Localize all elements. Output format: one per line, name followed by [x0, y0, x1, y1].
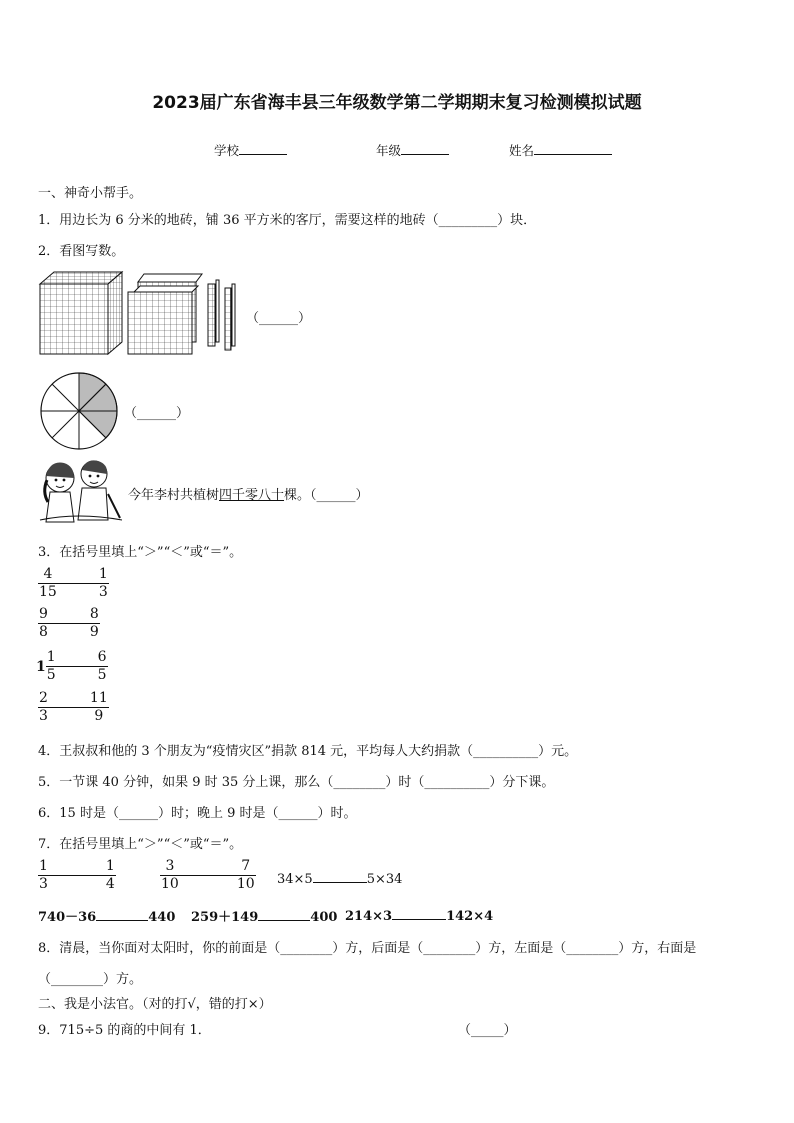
expr-right: 5×34 [366, 872, 403, 887]
expr-left: 740－36 [38, 910, 97, 925]
question-8-line-2: （________）方。 [38, 972, 143, 987]
expr-right: 440 [148, 910, 176, 925]
question-6: 6．15 时是（______）时；晚上 9 时是（______）时。 [38, 806, 357, 821]
answer-blank[interactable] [180, 875, 236, 876]
answer-blank[interactable] [58, 583, 98, 584]
name-label: 姓名 [509, 143, 535, 158]
fraction: $\frac{1}{4}$ [105, 858, 115, 892]
question-4: 4．王叔叔和他的 3 个朋友为“疫情灾区”捐款 814 元，平均每人大约捐款（__________）元。 [38, 744, 578, 759]
expr-left: 34×5 [277, 872, 313, 887]
question-5: 5．一节课 40 分钟，如果 9 时 35 分上课，那么（________）时（__________）分下课。 [38, 775, 555, 790]
q7-fraction-compare-1 [38, 858, 116, 893]
question-2: 2．看图写数。 [38, 244, 125, 259]
section-1-heading: 一、神奇小帮手。 [38, 186, 143, 201]
answer-blank[interactable] [49, 875, 105, 876]
expr-left: 259＋149 [191, 910, 259, 925]
q3-row-2 [38, 606, 100, 641]
fraction: $\frac{4}{15}$ [39, 566, 57, 600]
fraction: $\frac{11}{9}$ [89, 690, 108, 724]
children-planting-image [38, 458, 124, 524]
name-field [509, 141, 612, 159]
q2-blank-b[interactable]: （______） [124, 406, 190, 421]
q3-row-4 [38, 690, 109, 725]
answer-blank[interactable] [96, 907, 148, 921]
school-field [214, 141, 287, 159]
grade-label: 年级 [376, 143, 402, 158]
q2-text-c-underlined: 四千零八十 [219, 488, 285, 503]
answer-blank[interactable] [392, 906, 446, 920]
question-3: 3．在括号里填上“＞”“＜”或“＝”。 [38, 545, 243, 560]
q3-row-1 [38, 566, 109, 601]
q2-blank-a[interactable]: （______） [246, 311, 312, 326]
fraction: $\frac{3}{10}$ [161, 858, 179, 892]
fraction: $\frac{8}{9}$ [89, 606, 99, 640]
question-9: 9．715÷5 的商的中间有 1． [38, 1023, 211, 1038]
fraction: $\frac{1}{3}$ [98, 566, 108, 600]
q7-expr-compare-3 [191, 906, 337, 925]
answer-blank[interactable] [258, 907, 310, 921]
q3-row-3 [36, 649, 108, 684]
whole-number: 1 [36, 658, 46, 675]
page-title: 2023届广东省海丰县三年级数学第二学期期末复习检测模拟试题 [152, 93, 642, 113]
expr-left: 214×3 [345, 909, 393, 924]
q9-blank[interactable]: （_____） [458, 1023, 517, 1038]
answer-blank[interactable] [49, 623, 89, 624]
fraction: $\frac{2}{3}$ [39, 690, 48, 724]
fraction: $\frac{9}{8}$ [39, 606, 48, 640]
fraction: $\frac{6}{5}$ [97, 649, 107, 683]
school-blank[interactable] [239, 141, 287, 155]
fraction: $\frac{1}{5}$ [46, 649, 56, 683]
answer-blank[interactable] [49, 707, 89, 708]
grade-blank[interactable] [401, 141, 449, 155]
answer-blank[interactable] [313, 869, 367, 883]
fraction: $\frac{1}{3}$ [39, 858, 48, 892]
school-label: 学校 [214, 143, 240, 158]
expr-right: 142×4 [446, 909, 494, 924]
grade-field [376, 141, 449, 159]
q2-text-c [128, 484, 369, 503]
q7-expr-compare-4 [345, 906, 493, 924]
name-blank[interactable] [534, 141, 612, 155]
expr-right: 400 [310, 910, 338, 925]
circle-fraction-image [38, 370, 120, 452]
question-1: 1．用边长为 6 分米的地砖，铺 36 平方米的客厅，需要这样的地砖（_________）块． [38, 213, 537, 228]
question-7: 7．在括号里填上“＞”“＜”或“＝”。 [38, 837, 243, 852]
q7-expr-compare-2 [38, 906, 175, 925]
question-8-line-1: 8．清晨，当你面对太阳时，你的前面是（________）方，后面是（________）方，左面是（________）方，右面是 [38, 941, 697, 956]
q7-fraction-compare-2 [160, 858, 256, 893]
q2-text-c-pre: 今年李村共植树 [128, 488, 220, 503]
q7-expr-compare-1 [277, 869, 402, 887]
section-2-heading: 二、我是小法官。（对的打√，错的打×） [38, 997, 272, 1012]
answer-blank[interactable] [57, 666, 97, 667]
fraction: $\frac{7}{10}$ [236, 858, 255, 892]
base-ten-blocks-image [38, 270, 243, 356]
q2-blank-c[interactable]: 棵。（______） [284, 488, 369, 503]
